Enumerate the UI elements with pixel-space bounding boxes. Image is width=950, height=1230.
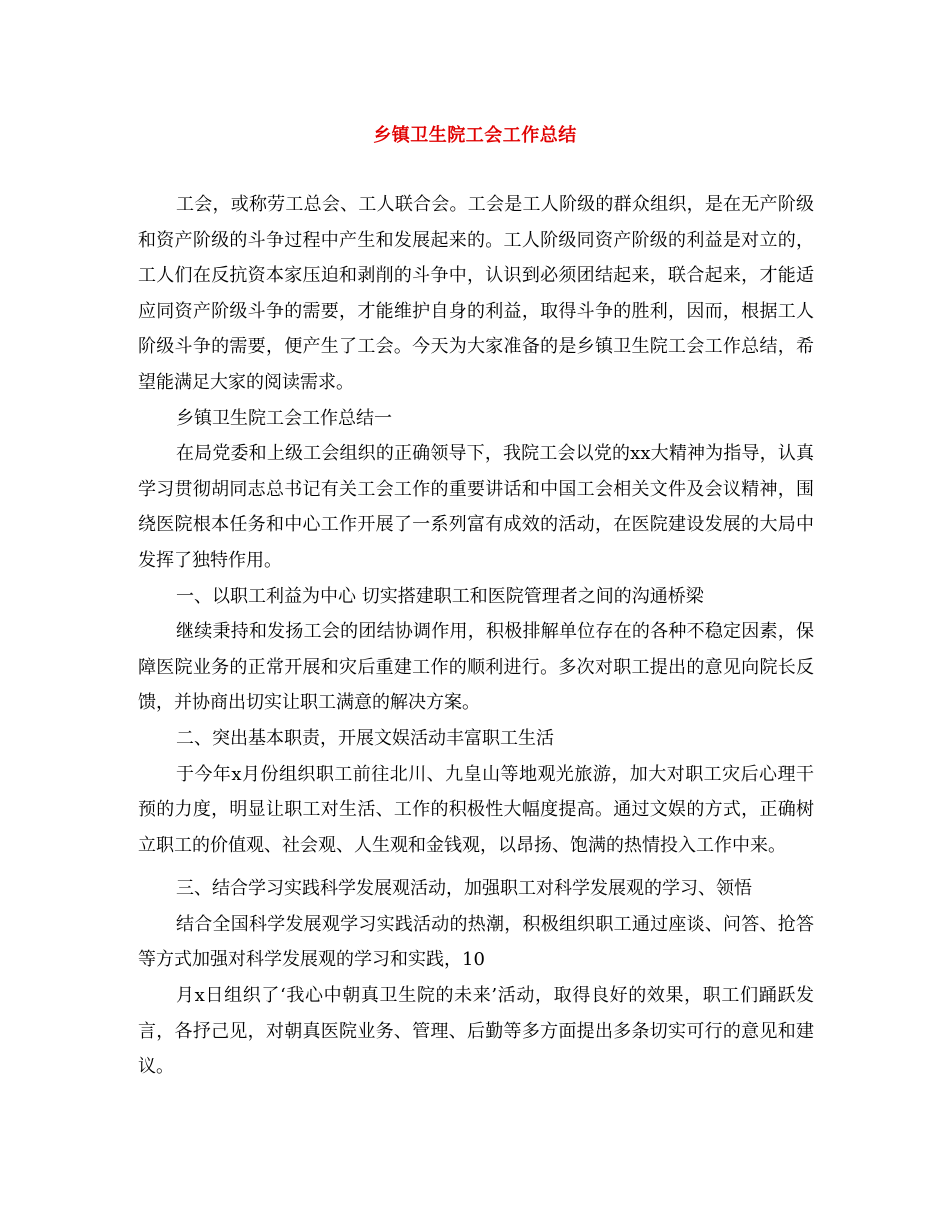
body-paragraph: 结合全国科学发展观学习实践活动的热潮，积极组织职工通过座谈、问答、抢答等方式加强对科学发展观的学习和实践，10 — [138, 913, 814, 971]
body-paragraph: 在局党委和上级工会组织的正确领导下，我院工会以党的xx大精神为指导，认真学习贯彻胡同志总书记有关工会工作的重要讲话和中国工会相关文件及会议精神，围绕医院根本任务和中心工作开展了一系列富有成效的活动，在医院建设发展的大局中发挥了独特作用。 — [138, 443, 814, 571]
section-heading-2: 二、突出基本职责，开展文娱活动丰富职工生活 — [176, 727, 554, 749]
section-heading-3: 三、结合学习实践科学发展观活动，加强职工对科学发展观的学习、领悟 — [176, 878, 752, 900]
section-heading-1: 一、以职工利益为中心 切实搭建职工和医院管理者之间的沟通桥梁 — [176, 585, 704, 607]
body-paragraph: 于今年x月份组织职工前往北川、九皇山等地观光旅游，加大对职工灾后心理干预的力度，明显让职工对生活、工作的积极性大幅度提高。通过文娱的方式，正确树立职工的价值观、社会观、人生观和金钱观，以昂扬、饱满的热情投入工作中来。 — [138, 763, 814, 856]
document-title: 乡镇卫生院工会工作总结 — [373, 125, 577, 146]
body-paragraph: 继续秉持和发扬工会的团结协调作用，积极排解单位存在的各种不稳定因素，保障医院业务的正常开展和灾后重建工作的顺利进行。多次对职工提出的意见向院长反馈，并协商出切实让职工满意的解决方案。 — [138, 621, 814, 714]
section-title-one: 乡镇卫生院工会工作总结一 — [176, 407, 392, 429]
intro-paragraph: 工会，或称劳工总会、工人联合会。工会是工人阶级的群众组织，是在无产阶级和资产阶级的斗争过程中产生和发展起来的。工人阶级同资产阶级的利益是对立的，工人们在反抗资本家压迫和剥削的斗争中，认识到必须团结起来，联合起来，才能适应同资产阶级斗争的需要，才能维护自身的利益，取得斗争的胜利，因而，根据工人阶级斗争的需要，便产生了工会。今天为大家准备的是乡镇卫生院工会工作总结，希望能满足大家的阅读需求。 — [138, 194, 814, 393]
body-paragraph: 月x日组织了‘我心中朝真卫生院的未来’活动，取得良好的效果，职工们踊跃发言，各抒己见，对朝真医院业务、管理、后勤等多方面提出多条切实可行的意见和建议。 — [138, 985, 814, 1078]
document-body — [138, 187, 814, 1085]
